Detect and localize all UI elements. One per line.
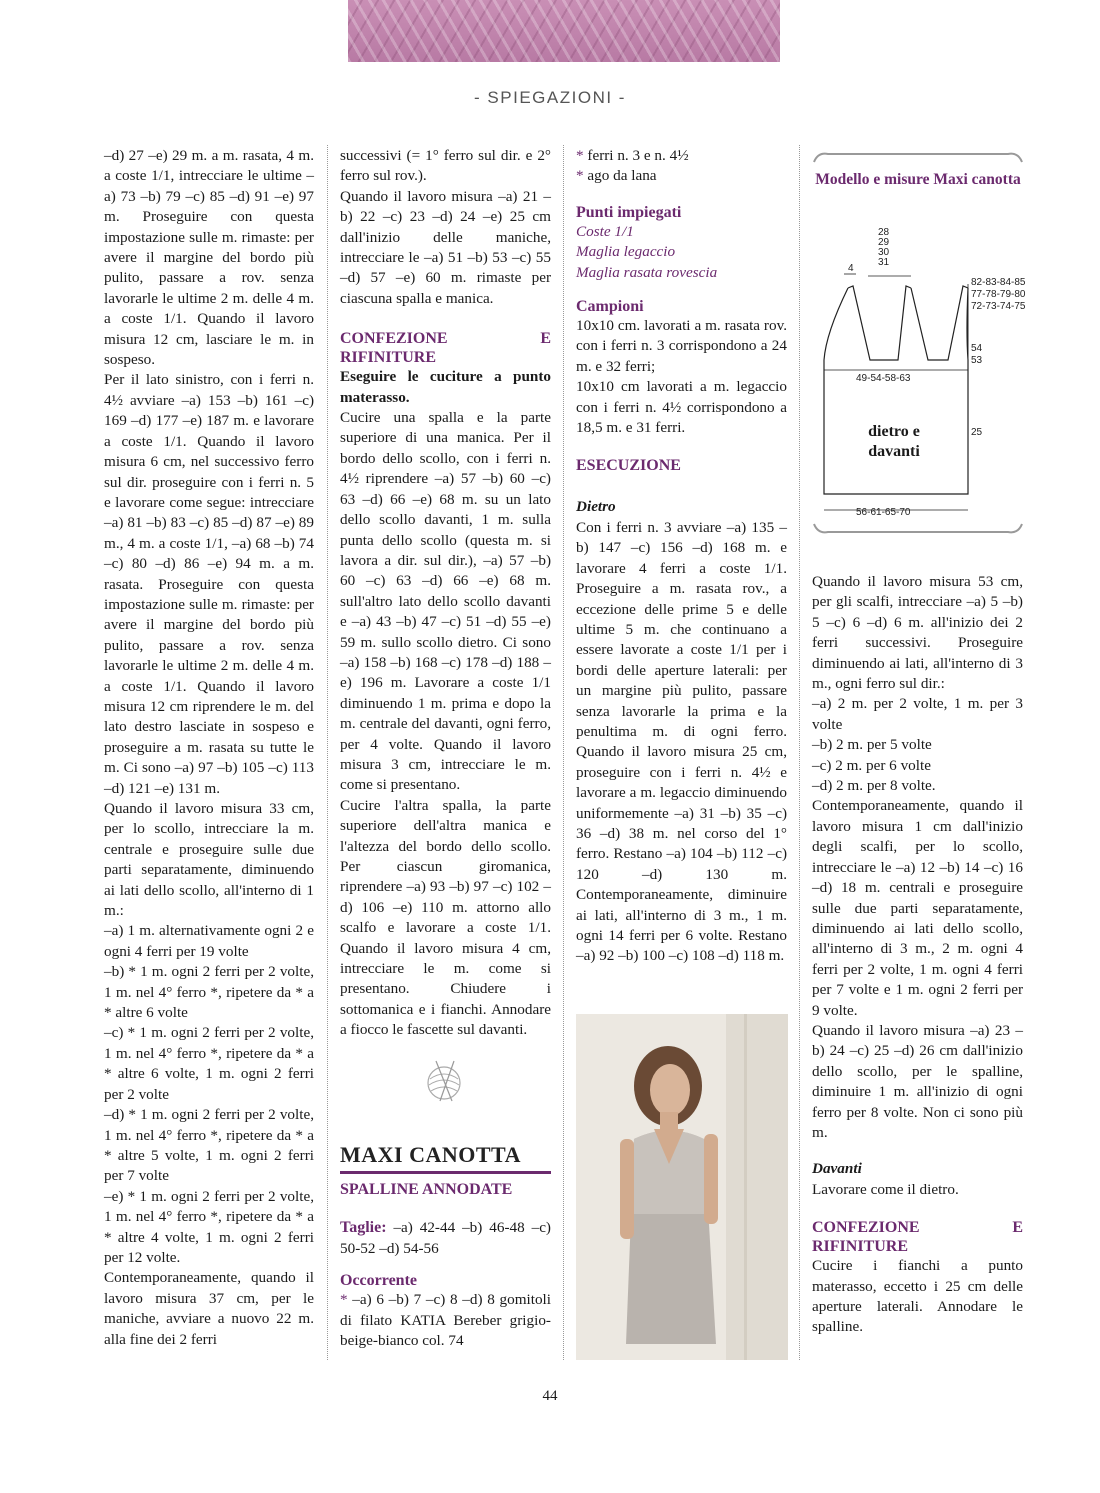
paragraph: –a) 2 m. per 2 volte, 1 m. per 3 volte — [812, 695, 1023, 733]
paragraph: Cucire l'altra spalla, la parte superiore dell'altra manica e l'altezza del bordo dello scollo. Per ciascun giromanica, riprendere –a) 93 –b) 97 –c) 102 –d) 106 –e) 110 m. attorno allo scalfo e lavorare a coste 1/1. Quando il lavoro misura 4 cm, intrecciare le m. come si presentano. Chiudere i sottomanica e i fianchi. Annodare a fiocco le fascette sul davanti. — [340, 796, 551, 1039]
piece-label: dietro e davanti — [868, 423, 920, 460]
section-heading: Campioni — [576, 298, 644, 316]
section-heading: CONFEZIONE E RIFINITURE — [340, 330, 551, 367]
paragraph: –d) 27 –e) 29 m. a m. rasata, 4 m. a coste 1/1, intrecciare le ultime –a) 73 –b) 79 –c) 85 –d) 91 –e) 97 m. Proseguire con questa impostazione sulle m. rimaste: per avere il margine del bordo più pulito, passare a rov. senza lavorarle le ultime 2 m. delle 4 m. a coste 1/1. Quando il lavoro misura 12 cm, lasciare le m. in sospeso. — [104, 147, 314, 369]
paragraph: Contemporaneamente, quando il lavoro misura 1 cm dall'inizio degli scalfi, per lo scollo, intrecciare le –a) 12 –b) 14 –c) 16 –d) 18 m. centrali e proseguire sulle due parti separatamente, diminuendo ai lati dello scollo, all'interno di 3 m., 2 m. ogni 4 ferri per 2 volte, 1 m. ogni 4 ferri per 7 volte e 1 m. ogni 2 ferri per 9 volte. — [812, 797, 1023, 1019]
paragraph: –e) * 1 m. ogni 2 ferri per 2 volte, 1 m. nel 4° ferro *, ripetere da * a * altre 4 volte, 1 m. ogni 2 ferri per 12 volte. — [104, 1187, 314, 1266]
paragraph: –d) * 1 m. ogni 2 ferri per 2 volte, 1 m. nel 4° ferro *, ripetere da * a * altre 5 volte, 1 m. ogni 2 ferri per 7 volte — [104, 1106, 314, 1185]
paragraph: –c) 2 m. per 6 volte — [812, 756, 931, 774]
height-label: 82-83-84-85 — [971, 277, 1026, 288]
page-number: 44 — [542, 1388, 558, 1404]
pattern-subtitle: SPALLINE ANNODATE — [340, 1181, 513, 1199]
bold-instruction: Eseguire le cuciture a punto materasso. — [340, 368, 551, 406]
column-divider — [563, 145, 564, 1360]
top-width-label: 30 — [878, 247, 890, 258]
stitch-name: Coste 1/1 — [576, 222, 634, 240]
column-divider — [327, 145, 328, 1360]
column-divider — [799, 145, 800, 1360]
materials-text: ago da lana — [583, 167, 657, 185]
materials-text: –a) 6 –b) 7 –c) 8 –d) 8 gomitoli di filato KATIA Bereber grigio-beige-bianco col. 74 — [340, 1291, 551, 1350]
top-width-label: 28 — [878, 227, 890, 238]
paragraph: Cucire i fianchi a punto materasso, eccetto i 25 cm delle aperture laterali. Annodare le spalline. — [812, 1257, 1023, 1336]
diagram-frame — [808, 148, 1028, 538]
paragraph: –d) 2 m. per 8 volte. — [812, 777, 936, 795]
paragraph: –b) 2 m. per 5 volte — [812, 736, 932, 754]
strap-label: 4 — [848, 263, 854, 274]
paragraph: Cucire una spalla e la parte superiore di una manica. Per il bordo dello scollo, con i ferri n. 4½ riprendere –a) 57 –b) 60 –c) 63 –d) 66 –e) 68 m. su un lato dello scollo davanti, 1 m. sulla punta dello scollo (questa m. si lavora a dir. sul dir.), –a) 57 –b) 60 –c) 63 –d) 66 –e) 68 m. sull'altro lato dello scollo davanti e –a) 43 –b) 47 –c) 51 –d) 55 –e) 59 m. sullo scollo dietro. Ci sono –a) 158 –b) 168 –c) 178 –d) 188 –e) 196 m. Lavorare a coste 1/1 diminuendo 1 m. prima e dopo la m. centrale del davanti, ogni ferro, per 4 volte. Quando il lavoro misura 3 cm, intrecciare le m. come si presentano. — [340, 409, 551, 794]
sizes-label: Taglie: — [340, 1219, 387, 1237]
section-heading: CONFEZIONE E RIFINITURE — [812, 1219, 1023, 1256]
height-label: 77-78-79-80 — [971, 289, 1026, 300]
section-header: - SPIEGAZIONI - — [474, 88, 626, 107]
paragraph: –c) * 1 m. ogni 2 ferri per 2 volte, 1 m. nel 4° ferro *, ripetere da * a * altre 6 volte, 1 m. ogni 2 ferri per 2 volte — [104, 1024, 314, 1103]
mid-width-label: 49-54-58-63 — [856, 373, 911, 384]
paragraph: –a) 1 m. alternativamente ogni 2 e ogni 4 ferri per 19 volte — [104, 922, 314, 960]
yarn-ball-icon — [416, 1055, 476, 1105]
diagram-title: Modello e misure Maxi canotta — [815, 171, 1021, 188]
column-4 — [812, 572, 1023, 1338]
bottom-width-label: 56-61-65-70 — [856, 507, 911, 518]
asterisk-bullet-icon: * — [576, 147, 584, 164]
column-1 — [104, 146, 314, 1350]
sizes-line — [340, 1218, 551, 1259]
stitch-name: Maglia rasata rovescia — [576, 263, 718, 281]
armhole-label: 54 — [971, 343, 983, 354]
paragraph: –b) * 1 m. ogni 2 ferri per 2 volte, 1 m. nel 4° ferro *, ripetere da * a * altre 6 volte — [104, 963, 314, 1022]
subheading: Davanti — [812, 1160, 862, 1178]
column-3 — [576, 146, 787, 967]
slit-label: 25 — [971, 427, 983, 438]
materials-item — [576, 166, 787, 186]
materials-text: ferri n. 3 e n. 4½ — [583, 147, 689, 164]
measurement-diagram — [808, 148, 1028, 538]
paragraph: 10x10 cm. lavorati a m. rasata rov. con i ferri n. 3 corrispondono a 24 m. e 32 ferri; — [576, 317, 787, 375]
paragraph: successivi (= 1° ferro sul dir. e 2° ferro sul rov.). — [340, 147, 551, 185]
section-heading: ESECUZIONE — [576, 457, 681, 475]
paragraph: Per il lato sinistro, con i ferri n. 4½ avviare –a) 153 –b) 161 –c) 169 –d) 177 –e) 187 m. e lavorare a coste 1/1. Quando il lavoro misura 6 cm, nel successivo ferro sul dir. proseguire con i ferri n. 5 e lavorare come segue: intrecciare –a) 81 –b) 83 –c) 85 –d) 87 –e) 89 m., 4 m. a coste 1/1, –a) 68 –b) 74 –c) 80 –d) 86 –e) 94 m. a m. rasata. Proseguire con questa impostazione sulle m. rimaste: per avere il margine del bordo più pulito, passare a rov. senza lavorarle le ultime 2 m. delle 4 m. a coste 1/1. Quando il lavoro misura 12 cm riprendere le m. del lato destro lasciate in sospeso e proseguire a m. rasata su tutte le m. Ci sono –a) 97 –b) 105 –c) 113 –d) 121 –e) 131 m. — [104, 371, 314, 797]
armhole-label: 53 — [971, 355, 983, 366]
column-2 — [340, 146, 551, 1352]
paragraph: Quando il lavoro misura 53 cm, per gli scalfi, intrecciare –a) 5 –b) 5 –c) 6 –d) 6 m. all'inizio dei 2 ferri successivi. Proseguire diminuendo ai lati, all'interno di 3 m., ogni ferro sul dir.: — [812, 573, 1023, 693]
asterisk-bullet-icon: * — [576, 167, 584, 185]
pattern-title: MAXI CANOTTA — [340, 1145, 551, 1174]
knit-swatch-image — [348, 0, 780, 62]
paragraph: Contemporaneamente, quando il lavoro misura 37 cm, per le maniche, avviare a nuovo 22 m. alla fine dei 2 ferri — [104, 1269, 314, 1348]
top-width-label: 29 — [878, 237, 890, 248]
section-heading: Punti impiegati — [576, 203, 682, 221]
section-heading: Occorrente — [340, 1272, 417, 1290]
paragraph: Con i ferri n. 3 avviare –a) 135 –b) 147 –c) 156 –d) 168 m. e lavorare 4 ferri a coste 1/1. Proseguire a m. rasata rov., a eccezione delle prime 5 e delle ultime 5 m. che continuano a essere lavorate a coste 1/1 per i bordi delle aperture laterali: per un margine più pulito, passare senza lavorarle la prima e la penultima m. di ogni ferro. Quando il lavoro misura 25 cm, proseguire con i ferri n. 4½ e lavorare a m. legaccio diminuendo uniformemente –a) 31 –b) 35 –c) 36 –d) 38 m. nel corso del 1° ferro. Restano –a) 104 –b) 112 –c) 120 –d) 130 m. Contemporaneamente, diminuire ai lati, all'interno di 3 m., 1 m. ogni 14 ferri per 6 volte. Restano –a) 92 –b) 100 –c) 108 –d) 118 m. — [576, 518, 787, 965]
paragraph: Quando il lavoro misura –a) 23 –b) 24 –c) 25 –d) 26 cm dall'inizio dello scollo, per le spalline, diminuire 1 m. all'inizio di ogni ferro per 8 volte. Non ci sono più m. — [812, 1021, 1023, 1141]
asterisk-bullet-icon: * — [340, 1291, 348, 1309]
height-label: 72-73-74-75 — [971, 301, 1026, 312]
stitch-name: Maglia legaccio — [576, 243, 676, 261]
materials-item — [576, 146, 787, 166]
paragraph: Quando il lavoro misura –a) 21 –b) 22 –c) 23 –d) 24 –e) 25 cm dall'inizio delle maniche, intrecciare le –a) 51 –b) 53 –c) 55 –d) 57 –e) 60 m. rimaste per ciascuna spalla e manica. — [340, 187, 551, 307]
subheading: Dietro — [576, 498, 616, 516]
model-photo — [576, 1014, 788, 1360]
paragraph: Quando il lavoro misura 33 cm, per lo scollo, intrecciare la m. centrale e proseguire sulle due parti separatamente, diminuendo ai lati dello scollo, all'interno di 1 m.: — [104, 800, 314, 920]
paragraph: 10x10 cm lavorati a m. legaccio con i ferri n. 4½ corrispondono a 18,5 m. e 31 ferri. — [576, 378, 787, 437]
materials-item — [340, 1290, 551, 1351]
sizes-value: –a) 42-44 –b) 46-48 –c) 50-52 –d) 54-56 — [340, 1219, 551, 1257]
top-width-label: 31 — [878, 257, 890, 268]
paragraph: Lavorare come il dietro. — [812, 1180, 959, 1198]
